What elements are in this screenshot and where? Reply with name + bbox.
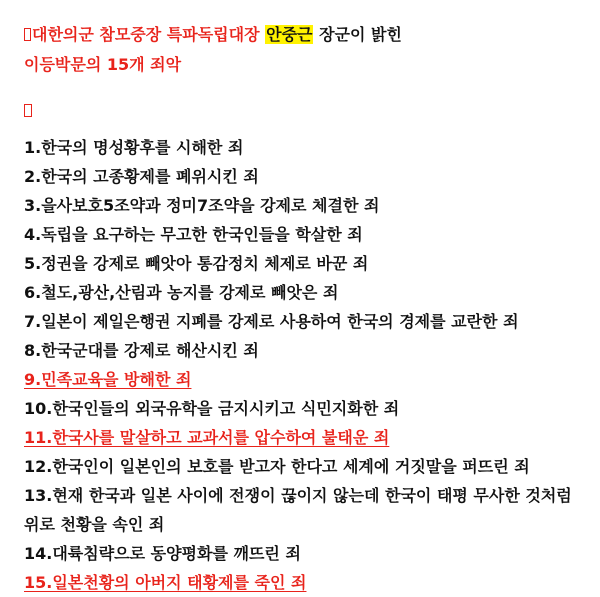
crime-item: 10.한국인들의 외국유학을 금지시키고 식민지화한 죄 [24, 399, 400, 418]
crime-item: 7.일본이 제일은행권 지폐를 강제로 사용하여 한국의 경제를 교란한 죄 [24, 312, 519, 331]
crime-item: 13.현재 한국과 일본 사이에 전쟁이 끊이지 않는데 한국이 태평 무사한 것처럼 위로 천황을 속인 죄 [24, 486, 572, 534]
crime-item: 4.독립을 요구하는 무고한 한국인들을 학살한 죄 [24, 225, 363, 244]
crime-list [24, 133, 584, 597]
crime-item: 5.정권을 강제로 빼앗아 통감정치 체제로 바꾼 죄 [24, 254, 369, 273]
crime-item: 1.한국의 명성황후를 시해한 죄 [24, 138, 244, 157]
crime-item: 12.한국인이 일본인의 보호를 받고자 한다고 세계에 거짓말을 퍼뜨린 죄 [24, 457, 530, 476]
crime-item: 11.한국사를 말살하고 교과서를 압수하여 불태운 죄 [24, 428, 390, 447]
crime-item: 8.한국군대를 강제로 해산시킨 죄 [24, 341, 259, 360]
crime-item: 2.한국의 고종황제를 폐위시킨 죄 [24, 167, 259, 186]
crime-item: 14.대륙침략으로 동양평화를 깨뜨린 죄 [24, 544, 301, 563]
subtitle: 이등박문의 15개 죄악 [24, 55, 182, 74]
title-prefix: 대한의군 참모중장 특파독립대장 [32, 25, 260, 44]
title-line [24, 24, 402, 46]
title-suffix: 장군이 밝힌 [319, 25, 402, 44]
missing-glyph-icon [24, 28, 31, 41]
crime-item: 9.민족교육을 방해한 죄 [24, 370, 192, 389]
crime-item: 15.일본천황의 아버지 태황제를 죽인 죄 [24, 573, 307, 592]
crime-item: 3.을사보호5조약과 정미7조약을 강제로 체결한 죄 [24, 196, 380, 215]
missing-glyph-icon [24, 104, 32, 117]
crime-item: 6.철도,광산,산림과 농지를 강제로 빼앗은 죄 [24, 283, 339, 302]
title-highlight: 안중근 [266, 25, 313, 44]
